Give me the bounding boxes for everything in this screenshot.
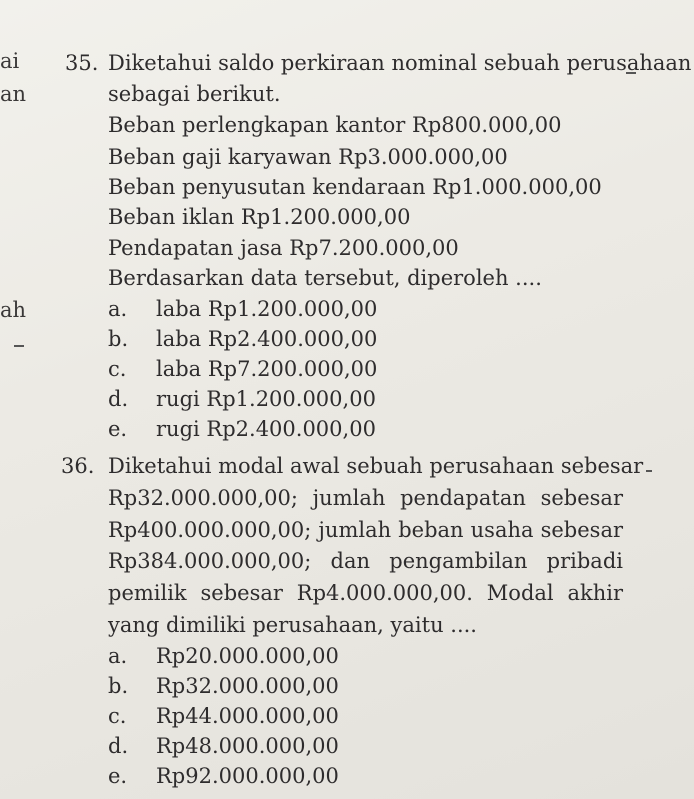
option-letter: c.: [108, 704, 127, 728]
answer-option-e[interactable]: [108, 417, 376, 441]
option-text: rugi Rp1.200.000,00: [156, 387, 376, 411]
question-text-line: Beban perlengkapan kantor Rp800.000,00: [108, 113, 562, 137]
option-letter: b.: [108, 327, 129, 351]
option-text: laba Rp2.400.000,00: [156, 327, 378, 351]
question-text-line: Pendapatan jasa Rp7.200.000,00: [108, 236, 459, 260]
option-letter: b.: [108, 674, 129, 698]
question-text-line: yang dimiliki perusahaan, yaitu ....: [108, 613, 477, 637]
option-letter: c.: [108, 357, 127, 381]
question-text-line: Berdasarkan data tersebut, diperoleh ....: [108, 266, 542, 290]
option-letter: e.: [108, 417, 128, 441]
question-text-line: Rp400.000.000,00; jumlah beban usaha sebesar: [108, 518, 623, 542]
option-text: laba Rp1.200.000,00: [156, 297, 378, 321]
option-letter: d.: [108, 734, 129, 758]
margin-dash: [646, 470, 652, 472]
option-letter: a.: [108, 297, 128, 321]
question-text-line: Diketahui saldo perkiraan nominal sebuah perusahaan: [108, 51, 692, 75]
answer-option-d[interactable]: [108, 734, 339, 758]
option-text: Rp20.000.000,00: [156, 644, 339, 668]
answer-option-e[interactable]: [108, 764, 339, 788]
answer-option-a[interactable]: [108, 644, 339, 668]
option-text: Rp48.000.000,00: [156, 734, 339, 758]
answer-option-d[interactable]: [108, 387, 376, 411]
answer-option-a[interactable]: [108, 297, 377, 321]
option-text: rugi Rp2.400.000,00: [156, 417, 376, 441]
margin-fragment: ah: [0, 298, 27, 322]
option-text: Rp92.000.000,00: [156, 764, 339, 788]
answer-option-c[interactable]: [108, 357, 377, 381]
question-text-line: Beban iklan Rp1.200.000,00: [108, 205, 411, 229]
option-text: Rp44.000.000,00: [156, 704, 339, 728]
answer-option-b[interactable]: [108, 674, 339, 698]
option-text: Rp32.000.000,00: [156, 674, 339, 698]
question-text-line: Beban gaji karyawan Rp3.000.000,00: [108, 145, 508, 169]
question-text-line: Diketahui modal awal sebuah perusahaan sebesar: [108, 454, 644, 478]
question-number: 35.: [65, 51, 99, 75]
question-text-line: Rp32.000.000,00; jumlah pendapatan sebesar: [108, 486, 623, 510]
question-text-line: Rp384.000.000,00; dan pengambilan pribadi: [108, 549, 623, 573]
option-text: laba Rp7.200.000,00: [156, 357, 378, 381]
option-letter: a.: [108, 644, 128, 668]
margin-fragment: ai: [0, 49, 20, 73]
option-letter: e.: [108, 764, 128, 788]
answer-option-b[interactable]: [108, 327, 377, 351]
question-text-line: sebagai berikut.: [108, 82, 281, 106]
question-text-line: Beban penyusutan kendaraan Rp1.000.000,00: [108, 175, 602, 199]
margin-fragment: an: [0, 82, 27, 106]
option-letter: d.: [108, 387, 129, 411]
answer-option-c[interactable]: [108, 704, 339, 728]
margin-dash: [14, 345, 24, 347]
question-number: 36.: [61, 454, 95, 478]
question-text-line: pemilik sebesar Rp4.000.000,00. Modal akhir: [108, 581, 623, 605]
